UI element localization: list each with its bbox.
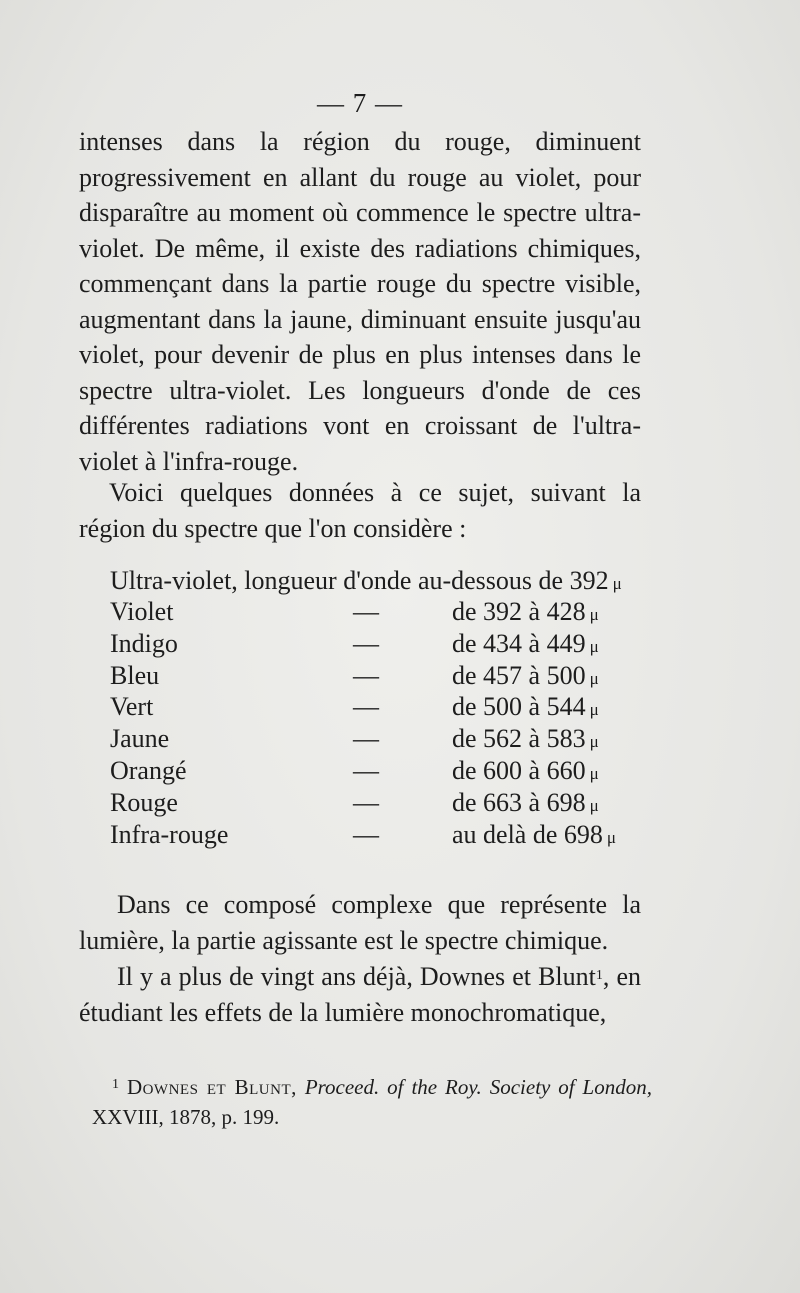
spectrum-range: [452, 723, 599, 758]
footnote-authors: Downes et Blunt,: [126, 1075, 297, 1099]
unit-mu: μ: [589, 795, 599, 815]
unit-mu: μ: [589, 700, 599, 720]
spectrum-color-name: Infra-rouge: [110, 819, 229, 849]
footnote-journal: Proceed. of the Roy. Society of London,: [304, 1075, 652, 1099]
spectrum-range: [452, 691, 599, 726]
spectrum-first-line: [110, 565, 670, 596]
spectrum-dash: —: [353, 755, 379, 785]
spectrum-range-text: de 663 à 698: [452, 787, 586, 817]
spectrum-range-text: de 457 à 500: [452, 660, 586, 690]
spectrum-range: [452, 787, 599, 822]
spectrum-dash: —: [353, 787, 379, 817]
spectrum-range: [452, 755, 599, 790]
spectrum-dash: —: [353, 819, 379, 849]
paragraph-4-text: [79, 958, 641, 1030]
paragraph-2: [79, 475, 641, 546]
spectrum-range: [452, 660, 599, 695]
spectrum-range-text: de 600 à 660: [452, 755, 586, 785]
spectrum-row: [110, 660, 670, 692]
spectrum-color-name: Vert: [110, 692, 154, 722]
unit-mu: μ: [589, 605, 599, 624]
spectrum-range-text: de 392 à 428: [452, 597, 586, 626]
spectrum-row: [110, 723, 670, 755]
spectrum-dash: —: [353, 660, 379, 690]
unit-mu: μ: [589, 636, 599, 656]
paragraph-3: [79, 887, 641, 958]
spectrum-range: [452, 819, 616, 854]
footnote-details: XXVIII, 1878, p. 199.: [92, 1105, 280, 1129]
spectrum-color-name: Orangé: [110, 755, 187, 785]
footnote-reference: 1: [595, 968, 603, 983]
spectrum-dash: —: [353, 724, 379, 754]
unit-mu: μ: [589, 732, 599, 752]
spectrum-range-text: de 500 à 544: [452, 692, 586, 722]
spectrum-table: [110, 565, 670, 850]
spectrum-rows: [110, 596, 670, 850]
unit-mu: μ: [589, 668, 599, 688]
spectrum-row: [110, 755, 670, 787]
footnote: [92, 1070, 652, 1132]
paragraph-4-before: Il y a plus de vingt ans déjà, Downes et Blunt: [117, 962, 596, 991]
footnote-mark: 1: [112, 1077, 119, 1092]
spectrum-dash: —: [353, 628, 379, 658]
paragraph-4-after: , en étudiant les effets de la lumière monochromatique,: [79, 962, 641, 1027]
paragraph-3-text: Dans ce composé complexe que représente la lumière, la partie agissante est le spectre chimique.: [79, 890, 641, 955]
spectrum-dash: —: [353, 692, 379, 722]
spectrum-dash: —: [353, 597, 379, 626]
spectrum-color-name: Violet: [110, 597, 174, 626]
unit-mu: μ: [612, 574, 622, 593]
spectrum-first-line-text: Ultra-violet, longueur d'onde au-dessous de 392: [110, 566, 609, 595]
spectrum-row: [110, 787, 670, 819]
footnote-line: [92, 1070, 652, 1132]
spectrum-row: [110, 596, 670, 628]
spectrum-range: [452, 628, 599, 663]
paragraph-1: [79, 124, 641, 479]
page-number: — 7 —: [317, 88, 403, 118]
spectrum-range-text: au delà de 698: [452, 819, 603, 849]
paragraph-1-text: intenses dans la région du rouge, diminuent progressivement en allant du rouge au violet, pour disparaître au moment où commence le spectre ultra-violet. De même, il existe des radiations chimiques, commençant dans la partie rouge du spectre visible, augmentant dans la jaune, diminuant ensuite jusqu'au violet, pour devenir de plus en plus intenses dans le spectre ultra-violet. Les longueurs d'onde de ces différentes radiations vont en croissant de l'ultra-violet à l'infra-rouge.: [79, 127, 641, 476]
spectrum-color-name: Bleu: [110, 660, 160, 690]
spectrum-row: [110, 691, 670, 723]
spectrum-range-text: de 562 à 583: [452, 724, 586, 754]
paragraph-2-text: Voici quelques données à ce sujet, suivant la région du spectre que l'on considère :: [79, 478, 641, 543]
spectrum-range: [452, 596, 599, 631]
paragraph-4: [79, 958, 641, 1030]
spectrum-color-name: Indigo: [110, 628, 178, 658]
unit-mu: μ: [606, 827, 617, 847]
spectrum-color-name: Jaune: [110, 724, 170, 754]
unit-mu: μ: [589, 763, 599, 783]
spectrum-row: [110, 628, 670, 660]
spectrum-range-text: de 434 à 449: [452, 628, 586, 658]
spectrum-color-name: Rouge: [110, 787, 178, 817]
spectrum-row: [110, 819, 670, 851]
